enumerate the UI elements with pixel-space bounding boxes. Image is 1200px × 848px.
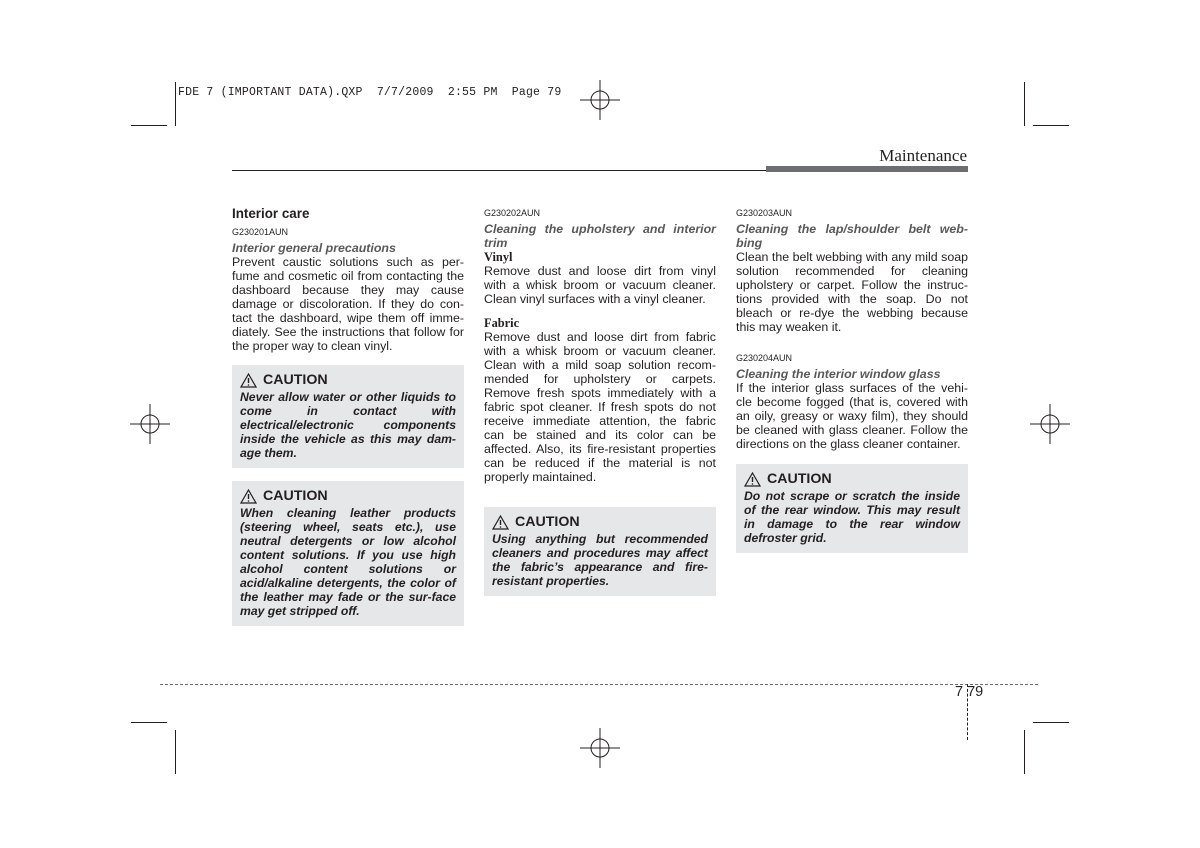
vinyl-body-text: Remove dust and loose dirt from vinyl with a whisk broom or vacuum cleaner. Clean vinyl surfaces with a vinyl cleaner. [484,264,716,306]
caution-box [484,507,716,596]
warning-triangle-icon [744,472,761,487]
subheading: Interior general precautions [232,241,396,255]
page-number: 7 79 [955,684,984,700]
interior-care-heading: Interior care [232,206,310,221]
reference-code: G230204AUN [736,353,793,363]
registration-mark-bottom-icon [580,728,620,768]
caution-box [232,365,464,468]
footer-dotted-rule [160,684,1038,685]
caution-box [232,481,464,626]
registration-mark-right-icon [1030,404,1070,444]
header-accent-bar [766,166,968,172]
warning-triangle-icon [240,373,257,388]
fabric-heading: Fabric [484,316,520,330]
section-title: Maintenance [879,146,967,165]
crop-mark-top-left-vertical [175,82,176,126]
caution-text: Never allow water or other liquids to come in contact with electrical/electronic components inside the vehicle as this may dam-age them. [240,390,456,460]
crop-mark-bottom-left-horizontal [131,722,167,723]
subheading: Cleaning the lap/shoulder belt web-bing [736,222,968,250]
caution-text: Using anything but recommended cleaners and procedures may affect the fabric’s appearance and fire-resistant properties. [492,532,708,588]
column-2 [484,208,716,484]
crop-mark-top-right-horizontal [1033,125,1069,126]
crop-mark-bottom-right-horizontal [1033,722,1069,723]
subheading: Cleaning the interior window glass [736,367,941,381]
reference-code: G230202AUN [484,208,541,218]
caution-box [736,464,968,553]
crop-mark-bottom-left-vertical [175,730,176,774]
print-slug: FDE 7 (IMPORTANT DATA).QXP 7/7/2009 2:55 PM Page 79 [178,86,562,99]
registration-mark-top-icon [580,80,620,120]
column-1 [232,207,464,353]
warning-triangle-icon [240,489,257,504]
body-text: Prevent caustic solutions such as per-fume and cosmetic oil from contacting the dashboard because they may cause damage or discoloration. If they do con-tact the dashboard, wipe them off imme-diately. See the instructions that follow for the proper way to clean vinyl. [232,255,464,353]
caution-label: CAUTION [263,372,328,388]
fabric-body-text: Remove dust and loose dirt from fabric with a whisk broom or vacuum cleaner. Clean with a mild soap solution recom-mended for upholstery or carpets. Remove fresh spots immediately with a fabric spot cleaner. If fresh spots do not receive immediate attention, the fabric can be stained and its color can be affected. Also, its fire-resistant properties can be reduced if the material is not properly maintained. [484,330,716,484]
warning-triangle-icon [492,515,509,530]
caution-label: CAUTION [515,514,580,530]
reference-code: G230203AUN [736,208,793,218]
caution-label: CAUTION [767,471,832,487]
caution-text: When cleaning leather products (steering wheel, seats etc.), use neutral detergents or low alcohol content solutions. If you use high alcohol content solutions or acid/alkaline detergents, the color of the leather may fade or the sur-face may get stripped off. [240,506,456,618]
caution-label: CAUTION [263,488,328,504]
reference-code: G230201AUN [232,227,289,237]
crop-mark-top-right-vertical [1024,82,1025,126]
registration-mark-left-icon [130,404,170,444]
vinyl-heading: Vinyl [484,250,513,264]
caution-text: Do not scrape or scratch the inside of the rear window. This may result in damage to the rear window defroster grid. [744,489,960,545]
body-text: Clean the belt webbing with any mild soap solution recommended for cleaning upholstery or carpet. Follow the instruc-tions provided with the soap. Do not bleach or re-dye the webbing because this may weaken it. [736,250,968,334]
crop-mark-top-left-horizontal [131,125,167,126]
subheading: Cleaning the upholstery and interior trim [484,222,716,250]
column-3 [736,208,968,451]
body-text: If the interior glass surfaces of the vehi-cle become fogged (that is, covered with an oily, greasy or waxy film), they should be cleaned with glass cleaner. Follow the directions on the glass cleaner container. [736,381,968,451]
crop-mark-bottom-right-vertical [1024,730,1025,774]
